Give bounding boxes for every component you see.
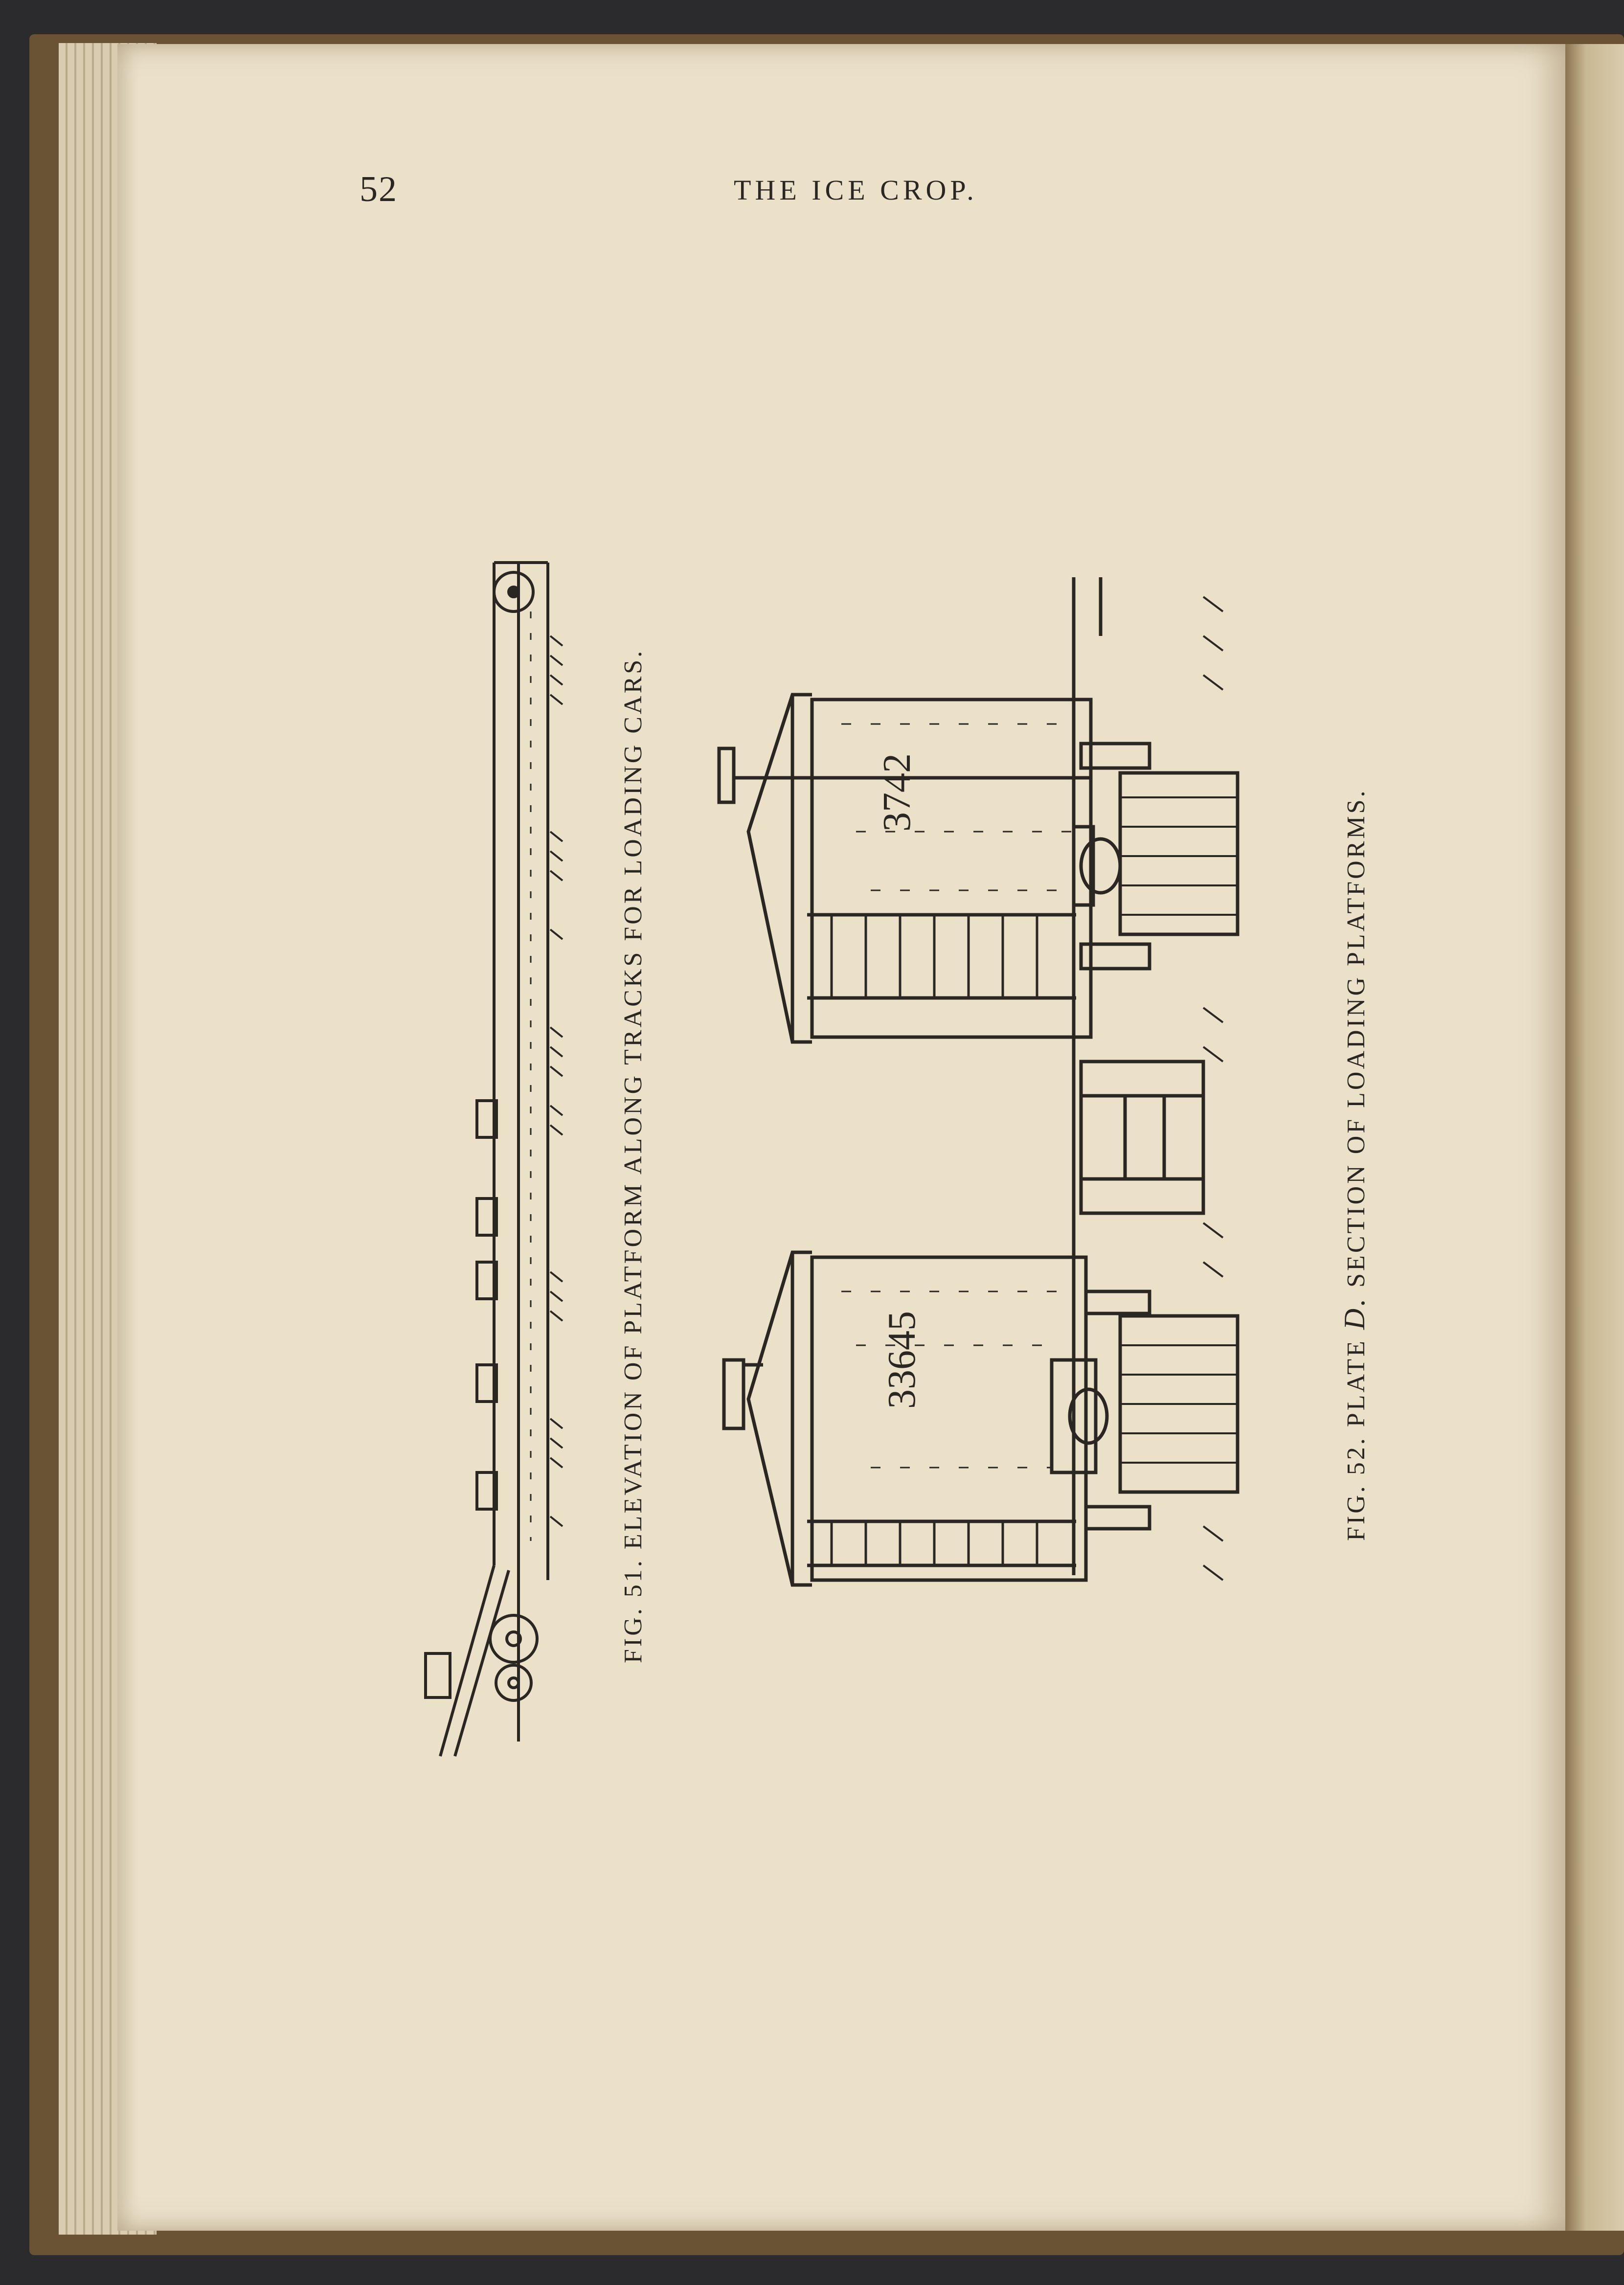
car-number-33645: 33645 <box>880 1311 924 1409</box>
page-number: 52 <box>360 169 398 209</box>
fig52-caption-letter: D. <box>1338 1296 1371 1330</box>
fig52-caption-suffix: SECTION OF LOADING PLATFORMS. <box>1342 788 1370 1288</box>
fig51-caption <box>619 649 648 1663</box>
fig52-caption-prefix: FIG. 52. PLATE <box>1342 1338 1370 1541</box>
car-33645 <box>724 1252 1238 1585</box>
fig52-caption <box>1338 788 1372 1541</box>
car-3742 <box>719 695 1238 1042</box>
fig51-caption-text: FIG. 51. ELEVATION OF PLATFORM ALONG TRACKS FOR LOADING CARS. <box>619 648 647 1663</box>
car-number-3742: 3742 <box>876 753 919 832</box>
running-head: THE ICE CROP. <box>734 174 978 206</box>
